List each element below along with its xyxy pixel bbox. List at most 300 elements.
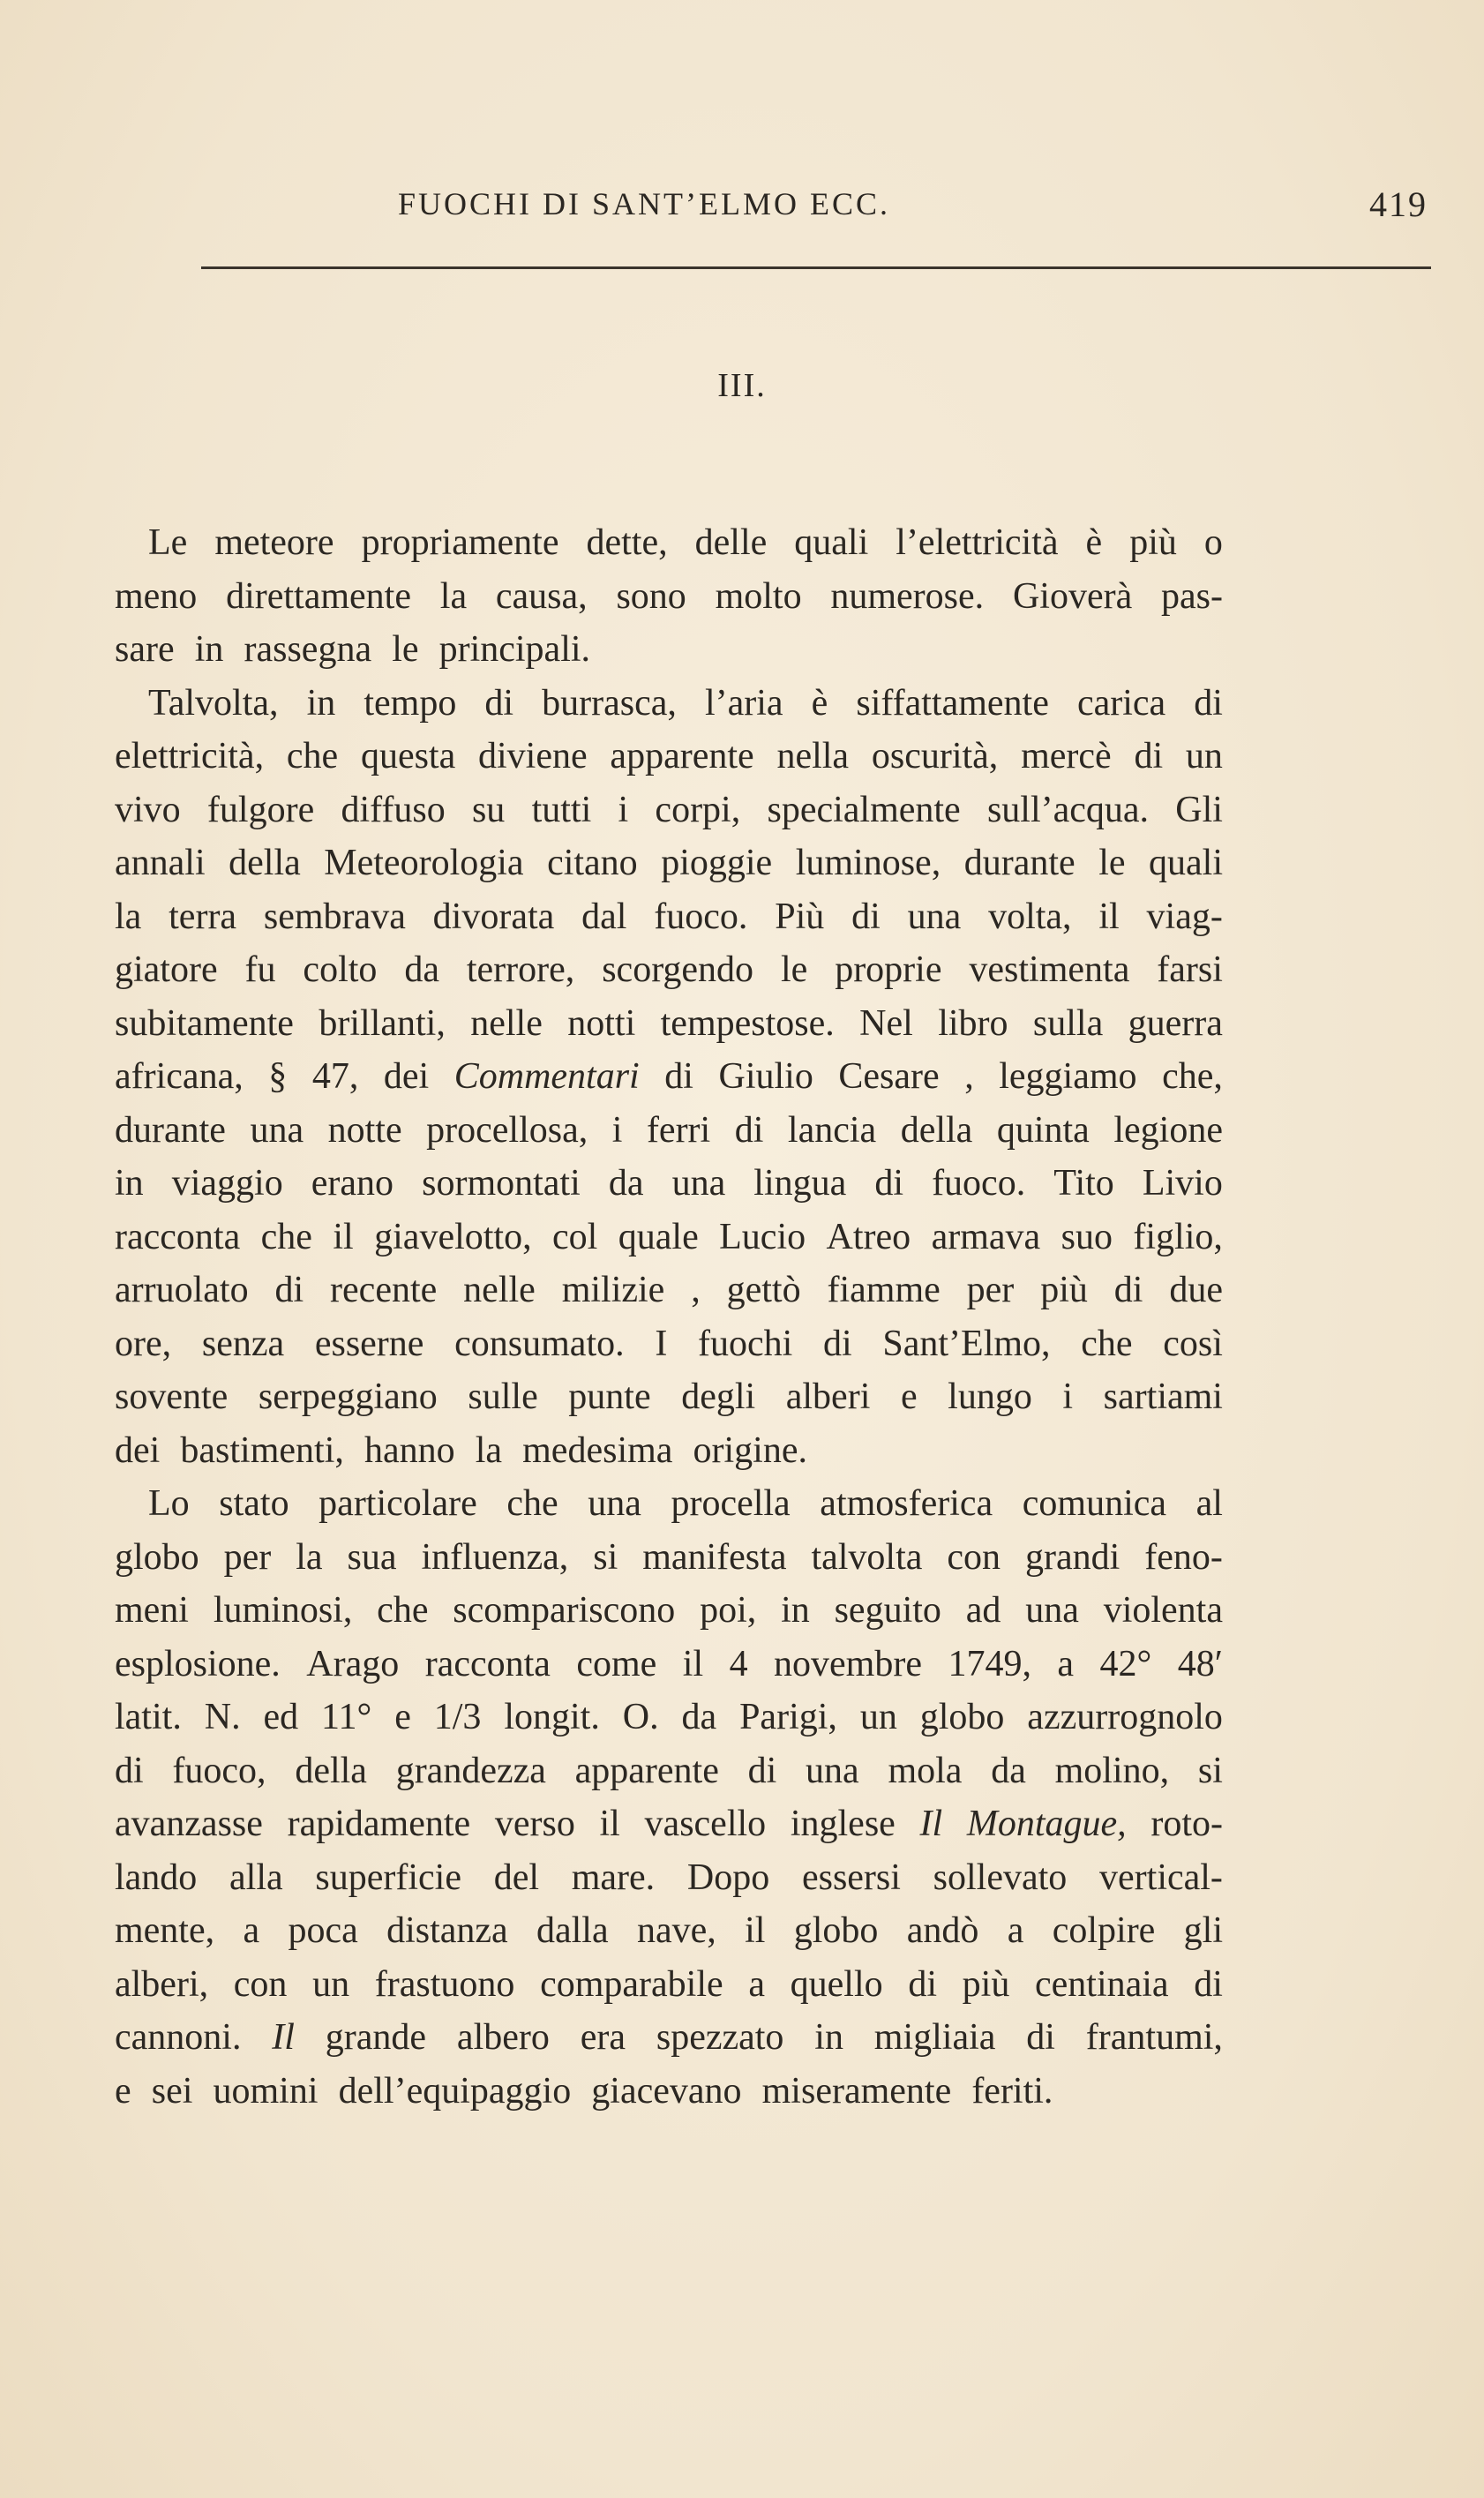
- word: procella: [671, 1483, 791, 1524]
- word: sartiami: [1103, 1377, 1223, 1417]
- word: su: [471, 789, 506, 830]
- word: 11°: [321, 1697, 372, 1737]
- word: 47,: [311, 1056, 359, 1097]
- word: Più: [775, 896, 825, 937]
- word: sormontati: [422, 1163, 581, 1204]
- text-line: [115, 1211, 1223, 1264]
- word: stato: [219, 1483, 289, 1524]
- word: fuochi: [698, 1323, 793, 1364]
- word: senza: [201, 1323, 285, 1364]
- word: e: [900, 1377, 918, 1417]
- word: che: [1081, 1323, 1133, 1364]
- word: gettò: [726, 1270, 801, 1310]
- word: i: [618, 789, 629, 830]
- word: sull’acqua.: [986, 789, 1150, 830]
- word: esserne: [314, 1323, 424, 1364]
- word: Talvolta,: [148, 682, 279, 724]
- word: di: [664, 1056, 693, 1097]
- word: in: [115, 1163, 144, 1204]
- paragraph: [115, 1477, 1223, 2118]
- word: una: [250, 1109, 304, 1151]
- word: una: [907, 896, 962, 937]
- word: grande: [325, 2017, 427, 2058]
- word: atmosferica: [820, 1483, 993, 1524]
- word: in: [781, 1590, 810, 1631]
- word: di: [1194, 1963, 1223, 2005]
- word: meni: [115, 1590, 189, 1631]
- word: sollevato: [933, 1857, 1068, 1898]
- word: fuoco.: [932, 1163, 1026, 1204]
- word: viaggio: [171, 1163, 283, 1204]
- word: le: [780, 949, 808, 990]
- word: recente: [330, 1270, 438, 1310]
- word: di: [747, 1750, 777, 1791]
- word: origine.: [693, 1429, 807, 1471]
- word: Lucio: [719, 1216, 806, 1257]
- word: latit.: [115, 1697, 182, 1737]
- word: e: [115, 2070, 131, 2112]
- word: poca: [288, 1910, 358, 1951]
- word: si: [1197, 1750, 1223, 1791]
- word: specialmente: [767, 789, 961, 830]
- word: quinta: [996, 1109, 1090, 1151]
- word: vascello: [644, 1804, 767, 1844]
- word: numerose.: [830, 575, 985, 617]
- word: da: [681, 1697, 717, 1737]
- word: brillanti,: [319, 1002, 446, 1044]
- word: terra: [169, 896, 237, 937]
- word: inglese: [790, 1804, 896, 1844]
- word: luminosi,: [213, 1590, 353, 1631]
- word: milizie: [561, 1270, 665, 1310]
- word: dalla: [536, 1910, 609, 1951]
- word: legione: [1113, 1109, 1223, 1151]
- word: albero: [456, 2017, 550, 2058]
- word: rassegna: [244, 629, 372, 670]
- word: Sant’Elmo,: [882, 1323, 1051, 1364]
- word: Parigi,: [739, 1697, 837, 1737]
- word: fuoco,: [172, 1750, 266, 1791]
- word: Il: [919, 1804, 943, 1844]
- word: col: [552, 1216, 598, 1257]
- word: dette,: [586, 522, 668, 563]
- word: la: [439, 575, 468, 617]
- word: il: [682, 1643, 704, 1684]
- word: libro: [938, 1002, 1008, 1044]
- word: sovente: [115, 1377, 229, 1417]
- word: l’aria: [704, 682, 783, 724]
- word: nelle: [470, 1002, 543, 1044]
- word: procellosa,: [426, 1109, 588, 1151]
- word: una: [1025, 1590, 1079, 1631]
- word: a: [1057, 1643, 1075, 1684]
- word: un: [859, 1697, 897, 1737]
- text-line: [115, 2011, 1223, 2065]
- word: molto: [715, 575, 802, 617]
- word: causa,: [495, 575, 588, 617]
- word: leggiamo: [999, 1056, 1137, 1097]
- word: cannoni.: [115, 2017, 242, 2058]
- word: dell’equipaggio: [338, 2070, 572, 2112]
- word: i: [611, 1109, 623, 1151]
- word: divorata: [432, 896, 555, 937]
- word: citano: [547, 843, 638, 883]
- text-line: [115, 2065, 1223, 2119]
- word: di: [823, 1323, 852, 1364]
- word: sulle: [468, 1377, 538, 1417]
- word: un: [1185, 736, 1223, 776]
- word: rapidamente: [287, 1804, 471, 1844]
- word: pioggie: [661, 843, 773, 883]
- word: il: [599, 1804, 620, 1844]
- text-line: [115, 943, 1223, 997]
- word: 42°: [1099, 1643, 1152, 1684]
- word: Il: [272, 2017, 295, 2058]
- word: la: [296, 1536, 323, 1578]
- word: Giulio: [718, 1056, 813, 1097]
- word: luminose,: [795, 843, 941, 883]
- word: tempestose.: [660, 1002, 835, 1044]
- word: mare.: [571, 1857, 656, 1898]
- word: che,: [1162, 1056, 1223, 1097]
- word: più: [962, 1963, 1010, 2005]
- word: guerra: [1128, 1002, 1223, 1044]
- word: esplosione.: [115, 1643, 281, 1684]
- word: uomini: [213, 2070, 319, 2112]
- word: che: [260, 1216, 312, 1257]
- word: quali: [1149, 843, 1223, 883]
- word: essersi: [801, 1857, 901, 1898]
- word: di: [908, 1963, 937, 2005]
- word: il: [1098, 896, 1120, 937]
- word: comparabile: [540, 1963, 723, 2005]
- word: fu: [244, 949, 276, 990]
- word: sua: [347, 1536, 397, 1578]
- word: lingua: [753, 1163, 847, 1204]
- word: meteore: [214, 522, 334, 563]
- word: hanno: [364, 1429, 455, 1471]
- word: Meteorologia: [324, 843, 524, 883]
- text-line: [115, 1370, 1223, 1424]
- word: fuoco.: [654, 896, 748, 937]
- word: di: [1134, 736, 1164, 776]
- word: avanzasse: [115, 1804, 263, 1844]
- text-line: [115, 623, 1223, 677]
- word: fiamme: [827, 1270, 941, 1310]
- word: §: [268, 1056, 288, 1097]
- word: è: [1085, 522, 1103, 563]
- word: il: [745, 1910, 766, 1951]
- word: le: [392, 629, 419, 670]
- text-line: [115, 570, 1223, 624]
- word: l’elettricità: [896, 522, 1059, 563]
- word: longit.: [504, 1697, 600, 1737]
- word: I: [655, 1323, 668, 1364]
- word: molino,: [1054, 1750, 1170, 1791]
- paragraph: [115, 677, 1223, 1478]
- word: Atreo: [826, 1216, 911, 1257]
- word: arruolato: [115, 1270, 249, 1310]
- text-line: [115, 1958, 1223, 2012]
- word: più: [1040, 1270, 1088, 1310]
- word: giavelotto,: [374, 1216, 532, 1257]
- word: dal: [581, 896, 627, 937]
- word: poi,: [700, 1590, 757, 1631]
- word: ad: [965, 1590, 1001, 1631]
- word: una: [671, 1163, 726, 1204]
- word: alla: [229, 1857, 283, 1898]
- word: particolare: [319, 1483, 477, 1524]
- word: 1/3: [433, 1697, 482, 1737]
- word: propriamente: [361, 522, 559, 563]
- word: Arago: [306, 1643, 400, 1684]
- word: due: [1169, 1270, 1223, 1310]
- word: direttamente: [226, 575, 411, 617]
- word: giatore: [115, 949, 218, 990]
- word: distanza: [386, 1910, 508, 1951]
- word: annali: [115, 843, 206, 883]
- word: figlio,: [1133, 1216, 1223, 1257]
- word: oscurità,: [871, 736, 999, 776]
- word: erano: [311, 1163, 394, 1204]
- text-line: [115, 997, 1223, 1051]
- word: o: [1203, 522, 1223, 563]
- word: si: [593, 1536, 618, 1578]
- word: con: [947, 1536, 1001, 1578]
- word: scorgendo: [602, 949, 754, 990]
- word: Dopo: [686, 1857, 770, 1898]
- word: grandi: [1025, 1536, 1120, 1578]
- word: apparente: [574, 1750, 719, 1791]
- word: punte: [568, 1377, 651, 1417]
- word: quello: [790, 1963, 883, 2005]
- word: Gli: [1175, 789, 1223, 830]
- word: serpeggiano: [258, 1377, 438, 1417]
- word: colto: [303, 949, 378, 990]
- word: manifesta: [642, 1536, 787, 1578]
- text-line: [115, 1904, 1223, 1958]
- word: vivo: [115, 789, 181, 830]
- word: un: [312, 1963, 350, 2005]
- word: dei: [115, 1429, 161, 1471]
- word: a: [748, 1963, 765, 2005]
- section-heading: III.: [717, 367, 767, 404]
- word: terrore,: [466, 949, 575, 990]
- word: la: [475, 1429, 503, 1471]
- word: Tito: [1053, 1163, 1114, 1204]
- word: di: [1026, 2017, 1055, 2058]
- word: dei: [383, 1056, 430, 1097]
- word: carica: [1076, 682, 1166, 724]
- text-line: [115, 1317, 1223, 1371]
- word: sono: [616, 575, 686, 617]
- word: durante: [963, 843, 1076, 883]
- word: la: [115, 896, 142, 937]
- page-number: 419: [1369, 184, 1428, 224]
- word: in: [814, 2017, 843, 2058]
- word: Montague,: [966, 1804, 1127, 1844]
- word: mente,: [115, 1910, 215, 1951]
- word: tempo: [364, 682, 457, 724]
- word: sulla: [1032, 1002, 1104, 1044]
- word: al: [1195, 1483, 1223, 1524]
- word: di: [274, 1270, 304, 1310]
- text-line: [115, 890, 1223, 944]
- word: Gioverà: [1012, 575, 1133, 617]
- word: diviene: [478, 736, 588, 776]
- word: superficie: [315, 1857, 461, 1898]
- word: e: [394, 1697, 411, 1737]
- word: per: [223, 1536, 272, 1578]
- text-line: [115, 1584, 1223, 1638]
- word: notti: [567, 1002, 636, 1044]
- word: grandezza: [395, 1750, 546, 1791]
- word: di: [115, 1750, 144, 1791]
- word: novembre: [774, 1643, 922, 1684]
- word: ferri: [646, 1109, 711, 1151]
- word: così: [1163, 1323, 1223, 1364]
- word: verso: [494, 1804, 575, 1844]
- text-line: [115, 1744, 1223, 1798]
- word: a: [243, 1910, 260, 1951]
- word: africana,: [115, 1056, 244, 1097]
- word: gli: [1183, 1910, 1223, 1951]
- word: racconta: [424, 1643, 551, 1684]
- running-head: [203, 184, 1429, 236]
- word: di: [734, 1109, 764, 1151]
- word: corpi,: [655, 789, 741, 830]
- word: ed: [263, 1697, 299, 1737]
- word: di: [1113, 1270, 1143, 1310]
- text-line: [115, 1531, 1223, 1585]
- word: nave,: [636, 1910, 716, 1951]
- word: medesima: [522, 1429, 673, 1471]
- body-text: [115, 516, 1223, 2118]
- word: durante: [115, 1109, 226, 1151]
- word: con: [233, 1963, 288, 2005]
- word: il: [333, 1216, 354, 1257]
- word: frastuono: [374, 1963, 515, 2005]
- text-line: [115, 1157, 1223, 1211]
- word: lando: [115, 1857, 198, 1898]
- word: comunica: [1022, 1483, 1167, 1524]
- word: miseramente: [761, 2070, 952, 2112]
- word: talvolta: [811, 1536, 923, 1578]
- word: della: [229, 843, 301, 883]
- word: della: [295, 1750, 367, 1791]
- word: elettricità,: [115, 736, 265, 776]
- word: frantumi,: [1085, 2017, 1223, 2058]
- word: apparente: [610, 736, 754, 776]
- text-line: [115, 1424, 1223, 1478]
- word: le: [1098, 843, 1126, 883]
- word: questa: [360, 736, 456, 776]
- word: mercè: [1021, 736, 1112, 776]
- word: vestimenta: [969, 949, 1130, 990]
- paragraph: [115, 516, 1223, 677]
- word: notte: [327, 1109, 402, 1151]
- word: diffuso: [341, 789, 446, 830]
- word: subitamente: [115, 1002, 294, 1044]
- word: per: [966, 1270, 1015, 1310]
- word: O.: [622, 1697, 659, 1737]
- word: azzurrognolo: [1027, 1697, 1223, 1737]
- word: ore,: [115, 1323, 172, 1364]
- word: degli: [681, 1377, 756, 1417]
- word: 48′: [1177, 1643, 1223, 1684]
- word: principali.: [438, 629, 591, 670]
- word: Cesare: [838, 1056, 940, 1097]
- text-line: [115, 836, 1223, 890]
- word: del: [493, 1857, 539, 1898]
- text-line: [115, 1691, 1223, 1744]
- word: di: [1194, 682, 1223, 724]
- word: della: [900, 1109, 973, 1151]
- word: a: [1007, 1910, 1024, 1951]
- text-line: [115, 1104, 1223, 1158]
- word: come: [576, 1643, 657, 1684]
- word: feno-: [1144, 1536, 1223, 1578]
- text-line: [115, 677, 1223, 731]
- word: Livio: [1142, 1163, 1223, 1204]
- word: Le: [148, 522, 188, 563]
- word: andò: [906, 1910, 979, 1951]
- word: sei: [151, 2070, 193, 2112]
- word: globo: [115, 1536, 199, 1578]
- word: bastimenti,: [180, 1429, 344, 1471]
- word: delle: [694, 522, 768, 563]
- word: spezzato: [656, 2017, 784, 2058]
- word: alberi: [785, 1377, 871, 1417]
- word: nelle: [463, 1270, 536, 1310]
- word: pas-: [1161, 575, 1223, 617]
- word: scompariscono: [453, 1590, 676, 1631]
- text-line: [115, 784, 1223, 837]
- word: da: [608, 1163, 644, 1204]
- word: sembrava: [263, 896, 406, 937]
- word: in: [306, 682, 336, 724]
- text-line: [115, 1638, 1223, 1692]
- word: di: [484, 682, 514, 724]
- word: fulgore: [206, 789, 315, 830]
- word: centinaia: [1035, 1963, 1169, 2005]
- text-line: [115, 1050, 1223, 1104]
- text-line: [115, 1477, 1223, 1531]
- text-line: [115, 730, 1223, 784]
- word: armava: [931, 1216, 1041, 1257]
- word: era: [580, 2017, 626, 2058]
- word: nella: [776, 736, 850, 776]
- word: 1749,: [948, 1643, 1031, 1684]
- word: suo: [1061, 1216, 1113, 1257]
- word: seguito: [834, 1590, 941, 1631]
- word: una: [806, 1750, 859, 1791]
- word: burrasca,: [542, 682, 677, 724]
- word: globo: [919, 1697, 1005, 1737]
- word: che: [286, 736, 339, 776]
- word: quali: [794, 522, 869, 563]
- word: ,: [964, 1056, 974, 1097]
- word: giacevano: [591, 2070, 742, 2112]
- word: vertical-: [1099, 1857, 1223, 1898]
- word: sare: [115, 629, 175, 670]
- word: siffattamente: [856, 682, 1049, 724]
- word: globo: [793, 1910, 879, 1951]
- word: quale: [618, 1216, 699, 1257]
- word: N.: [204, 1697, 241, 1737]
- word: Lo: [148, 1483, 190, 1524]
- word: più: [1129, 522, 1177, 563]
